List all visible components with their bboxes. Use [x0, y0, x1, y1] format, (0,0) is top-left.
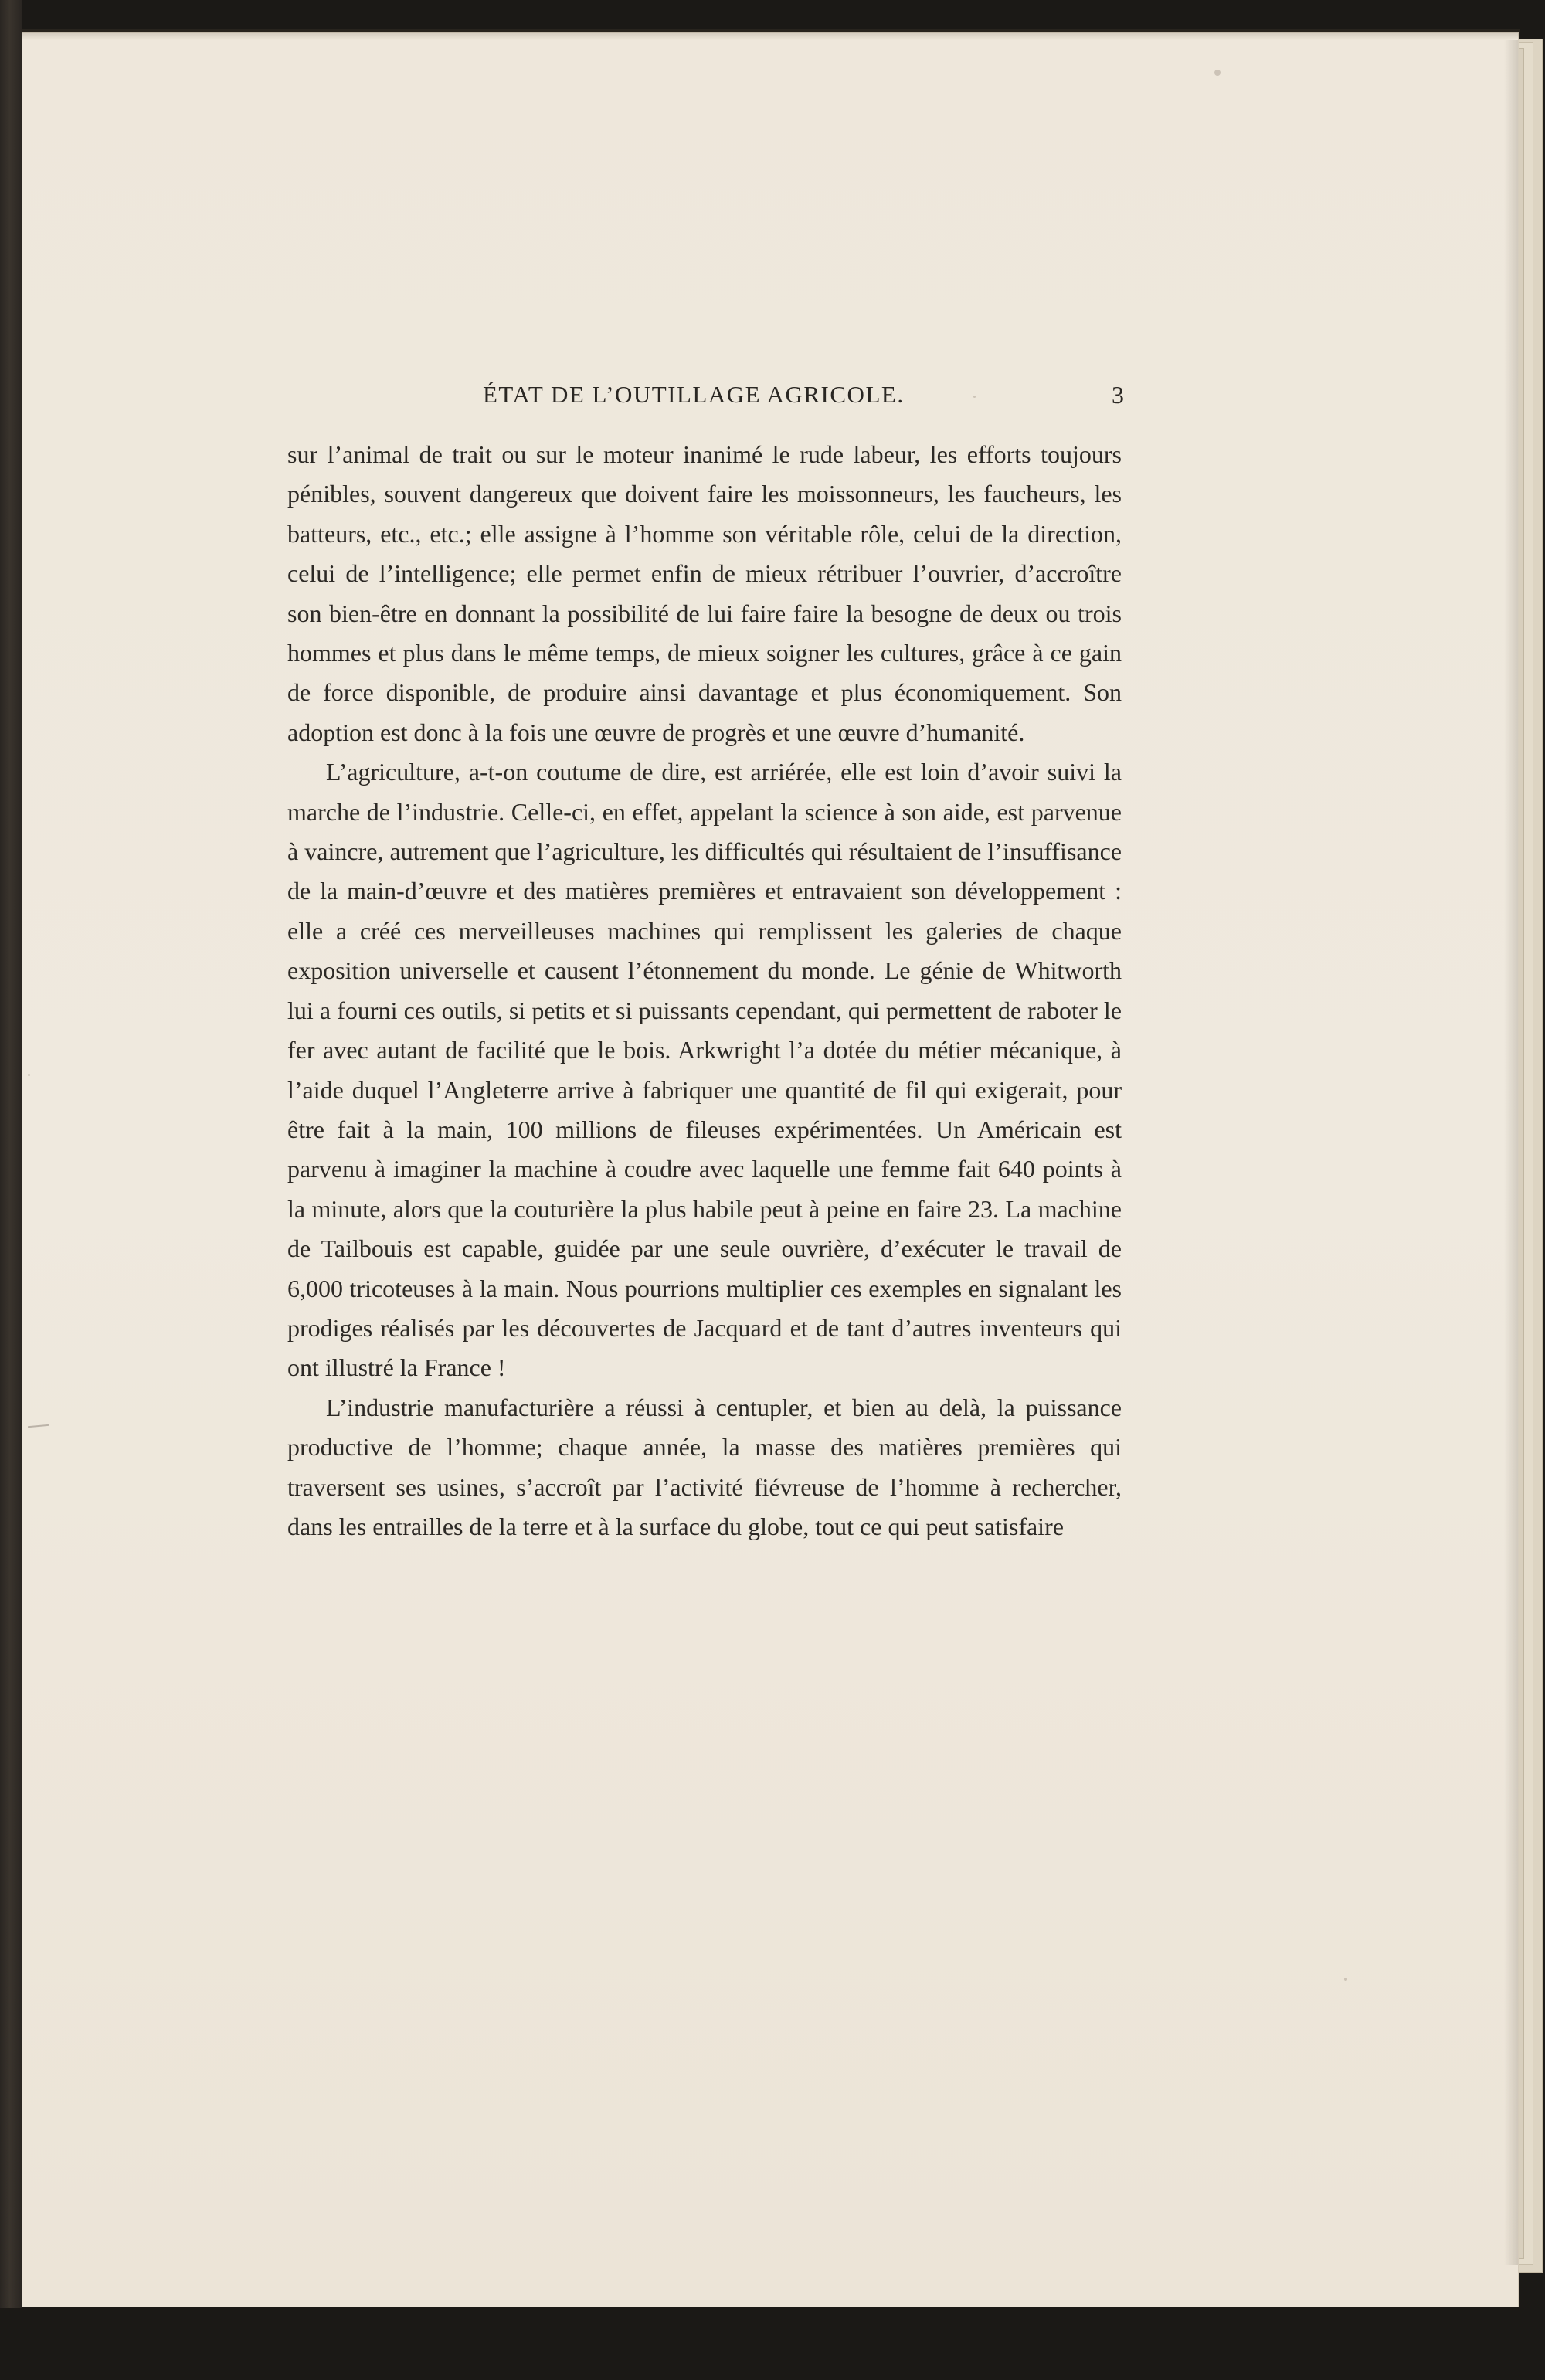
page-header: [483, 382, 1124, 426]
top-page-shadow: [14, 29, 1520, 40]
paper-speck: [1344, 1978, 1347, 1981]
paragraph-2: L’agriculture, a-t-on coutume de dire, est arriérée, elle est loin d’avoir suivi la marche de l’industrie. Celle-ci, en effet, appelant la science à son aide, est parvenue à vaincre, autrement que l’agriculture, les difficultés qui résultaient de l’insuffisance de la main-d’œuvre et des matières premières et entravaient son développement : elle a créé ces merveilleuses machines qui remplissent les galeries de chaque exposition universelle et causent l’étonnement du monde. Le génie de Whitworth lui a fourni ces outils, si petits et si puissants cependant, qui permettent de raboter le fer avec autant de facilité que le bois. Arkwright l’a dotée du métier mécanique, à l’aide duquel l’Angleterre arrive à fabriquer une quantité de fil qui exigerait, pour être fait à la main, 100 millions de fileuses expérimentées. Un Américain est parvenu à imaginer la machine à coudre avec laquelle une femme fait 640 points à la minute, alors que la couturière la plus habile peut à peine en faire 23. La machine de Tailbouis est capable, guidée par une seule ouvrière, d’exécuter le travail de 6,000 tricoteuses à la main. Nous pourrions multiplier ces exemples en signalant les prodiges réalisés par les découvertes de Jacquard et de tant d’autres inventeurs qui ont illustré la France !: [287, 758, 1122, 1382]
bottom-background: [0, 2308, 1545, 2380]
paragraph-1: sur l’animal de trait ou sur le moteur inanimé le rude labeur, les efforts toujours pénibles, souvent dangereux que doivent faire les moissonneurs, les faucheurs, les batteurs, etc., etc.; elle assigne à l’homme son véritable rôle, celui de la direction, celui de l’intelligence; elle permet enfin de mieux rétribuer l’ouvrier, d’accroître son bien-être en donnant la possibilité de lui faire faire la besogne de deux ou trois hommes et plus dans le même temps, de mieux soigner les cultures, grâce à ce gain de force disponible, de produire ainsi davantage et plus économiquement. Son adoption est donc à la fois une œuvre de progrès et une œuvre d’humanité.: [287, 440, 1122, 746]
right-page-shadow: [1504, 40, 1518, 2265]
running-head: ÉTAT DE L’OUTILLAGE AGRICOLE.: [483, 381, 905, 408]
binding-strip: [0, 0, 22, 2380]
paper-speck: [28, 1074, 30, 1076]
body-text: [287, 435, 1122, 1546]
paragraph-3: L’industrie manufacturière a réussi à centupler, et bien au delà, la puissance productive de l’homme; chaque année, la masse des matières premières qui traversent ses usines, s’accroît par l’activité fiévreuse de l’homme à rechercher, dans les entrailles de la terre et à la surface du globe, tout ce qui peut satisfaire: [287, 1393, 1122, 1540]
paper-speck: [1214, 70, 1221, 76]
page-number: 3: [1112, 381, 1124, 409]
